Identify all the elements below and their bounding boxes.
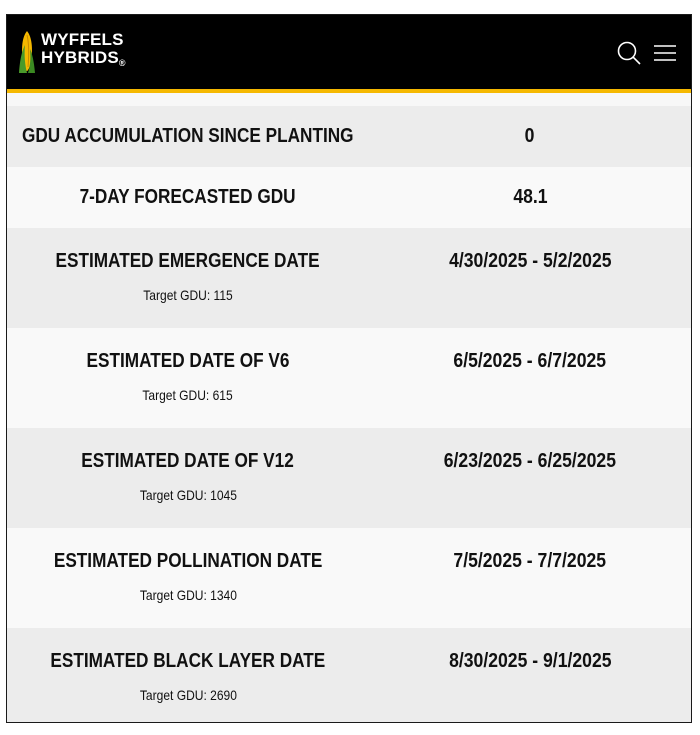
table-row-forecast-gdu <box>7 167 691 228</box>
brand-line-2 <box>41 49 126 72</box>
row-label-cell <box>7 328 369 428</box>
brand-line-2-text: HYBRIDS <box>41 47 119 67</box>
row-label: ESTIMATED DATE OF V12 <box>81 450 295 472</box>
gdu-results-table <box>7 93 691 722</box>
table-row-black-layer <box>7 628 691 723</box>
table-top-spacer <box>7 93 691 106</box>
row-value-cell <box>369 428 691 528</box>
table-row-emergence <box>7 228 691 328</box>
registered-mark: ® <box>118 57 126 68</box>
row-value: 8/30/2025 - 9/1/2025 <box>448 650 612 672</box>
row-value-cell <box>369 106 691 167</box>
row-value: 48.1 <box>512 186 548 208</box>
brand-wordmark <box>41 31 126 72</box>
row-label: ESTIMATED EMERGENCE DATE <box>55 250 321 272</box>
row-value: 6/5/2025 - 6/7/2025 <box>453 350 607 372</box>
row-label-cell <box>7 628 369 723</box>
row-value: 6/23/2025 - 6/25/2025 <box>443 450 617 472</box>
row-target-gdu: Target GDU: 615 <box>142 387 234 403</box>
row-value-cell <box>369 328 691 428</box>
search-icon <box>616 40 642 66</box>
row-target-gdu: Target GDU: 1340 <box>139 587 237 603</box>
brand-line-1: WYFFELS <box>41 29 124 49</box>
row-label-cell <box>7 528 369 628</box>
site-header <box>7 15 691 89</box>
row-target-gdu: Target GDU: 2690 <box>139 687 237 703</box>
row-target-gdu: Target GDU: 115 <box>143 287 233 303</box>
hamburger-menu-icon <box>652 42 678 64</box>
table-row-gdu-accumulation <box>7 106 691 167</box>
row-value: 7/5/2025 - 7/7/2025 <box>453 550 607 572</box>
row-value-cell <box>369 228 691 328</box>
row-label-cell <box>7 428 369 528</box>
row-value: 0 <box>525 125 535 147</box>
row-label: ESTIMATED DATE OF V6 <box>86 350 290 372</box>
row-label: 7-DAY FORECASTED GDU <box>80 186 296 208</box>
app-frame <box>6 14 692 723</box>
row-label: ESTIMATED POLLINATION DATE <box>53 550 323 572</box>
table-row-v12 <box>7 428 691 528</box>
corn-logo-icon <box>17 29 37 73</box>
row-label-cell <box>7 228 369 328</box>
table-row-pollination <box>7 528 691 628</box>
menu-button[interactable] <box>647 35 683 71</box>
row-label: GDU ACCUMULATION SINCE PLANTING <box>22 125 354 147</box>
search-button[interactable] <box>611 35 647 71</box>
row-label: ESTIMATED BLACK LAYER DATE <box>50 650 326 672</box>
row-value-cell <box>369 167 691 228</box>
brand-logo[interactable] <box>17 27 126 75</box>
table-row-v6 <box>7 328 691 428</box>
header-actions <box>611 35 683 71</box>
row-target-gdu: Target GDU: 1045 <box>139 487 237 503</box>
row-value: 4/30/2025 - 5/2/2025 <box>448 250 612 272</box>
row-label-cell <box>7 106 369 167</box>
row-value-cell <box>369 528 691 628</box>
row-value-cell <box>369 628 691 723</box>
row-label-cell <box>7 167 369 228</box>
